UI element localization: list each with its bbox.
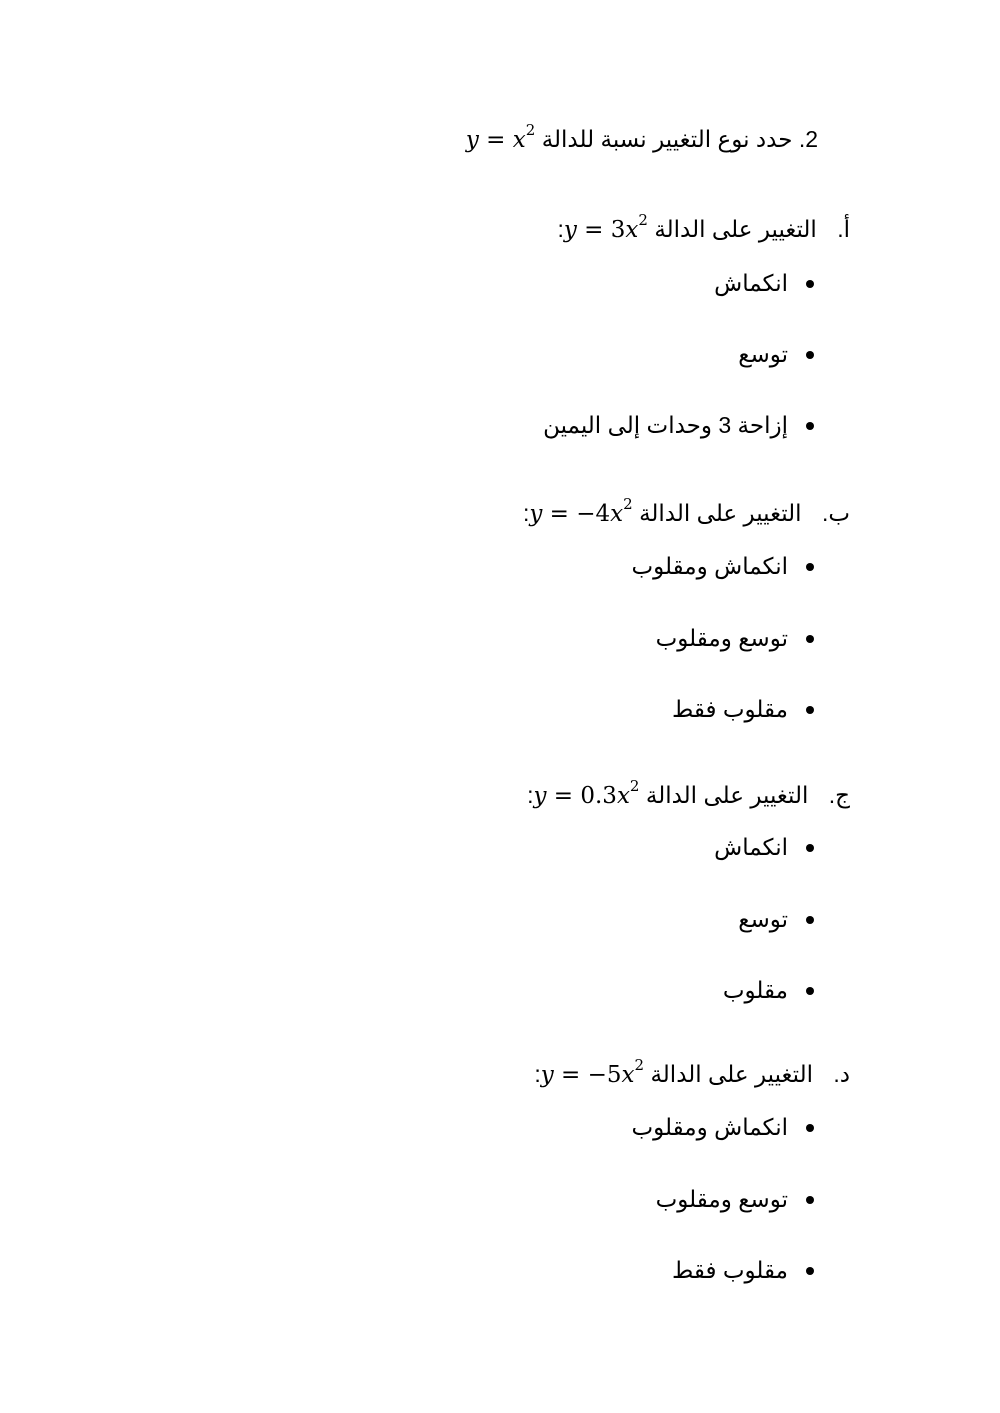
- part-a-heading: أ. التغيير على الدالة $y = 3x^2$:: [557, 211, 850, 243]
- part-d-option-1[interactable]: انكماش ومقلوب: [631, 1114, 788, 1140]
- question-prompt: حدد نوع التغيير نسبة للدالة: [541, 126, 793, 152]
- option-bullet: [806, 987, 814, 995]
- part-b-heading: ب. التغيير على الدالة $y = -4x^2$:: [522, 495, 850, 527]
- part-b-option-1[interactable]: انكماش ومقلوب: [631, 553, 788, 579]
- question-title: [465, 121, 818, 155]
- question-equation: $y = x^2$: [465, 121, 536, 153]
- question-number: 2.: [798, 126, 818, 152]
- part-c-prompt: التغيير على الدالة: [645, 782, 809, 808]
- part-c-option-3[interactable]: مقلوب: [722, 977, 788, 1003]
- part-d-option-2[interactable]: توسع ومقلوب: [655, 1186, 788, 1212]
- part-b-coefficient: −4: [576, 501, 611, 527]
- option-bullet: [806, 706, 814, 714]
- part-d-equation: $y = -5x^2$: [540, 1056, 645, 1088]
- part-b-prompt: التغيير على الدالة: [639, 500, 802, 526]
- option-bullet: [806, 916, 814, 924]
- option-bullet: [806, 351, 814, 359]
- part-d-option-3[interactable]: مقلوب فقط: [672, 1257, 788, 1283]
- option-bullet: [806, 635, 814, 643]
- option-bullet: [806, 1196, 814, 1204]
- option-bullet: [806, 1124, 814, 1132]
- base-function-variable: x: [512, 127, 526, 153]
- part-b-equation: $y = -4x^2$: [529, 495, 633, 527]
- part-a-option-2[interactable]: توسع: [738, 341, 788, 367]
- option-bullet: [806, 844, 814, 852]
- part-c-option-1[interactable]: انكماش: [714, 834, 788, 860]
- part-a-letter: أ.: [837, 216, 850, 242]
- part-c-coefficient: 0.3: [580, 783, 617, 809]
- part-c-option-2[interactable]: توسع: [738, 906, 788, 932]
- option-bullet: [806, 563, 814, 571]
- option-bullet: [806, 1267, 814, 1275]
- part-d-prompt: التغيير على الدالة: [650, 1061, 813, 1087]
- part-c-equation: $y = 0.3x^2$: [533, 777, 640, 809]
- part-c-letter: ج.: [828, 782, 850, 808]
- part-a-coefficient: 3: [610, 217, 626, 243]
- part-b-letter: ب.: [821, 500, 850, 526]
- part-a-equation: $y = 3x^2$: [563, 211, 648, 243]
- part-b-option-2[interactable]: توسع ومقلوب: [655, 625, 788, 651]
- option-bullet: [806, 280, 814, 288]
- part-a-prompt: التغيير على الدالة: [654, 216, 817, 242]
- option-bullet: [806, 422, 814, 430]
- part-d-coefficient: −5: [587, 1062, 622, 1088]
- part-a-option-1[interactable]: انكماش: [714, 270, 788, 296]
- part-b-option-3[interactable]: مقلوب فقط: [672, 696, 788, 722]
- part-d-heading: د. التغيير على الدالة $y = -5x^2$:: [534, 1056, 850, 1088]
- part-a-option-3[interactable]: إزاحة 3 وحدات إلى اليمين: [543, 412, 788, 438]
- part-d-letter: د.: [833, 1061, 850, 1087]
- part-c-heading: ج. التغيير على الدالة $y = 0.3x^2$:: [527, 777, 850, 809]
